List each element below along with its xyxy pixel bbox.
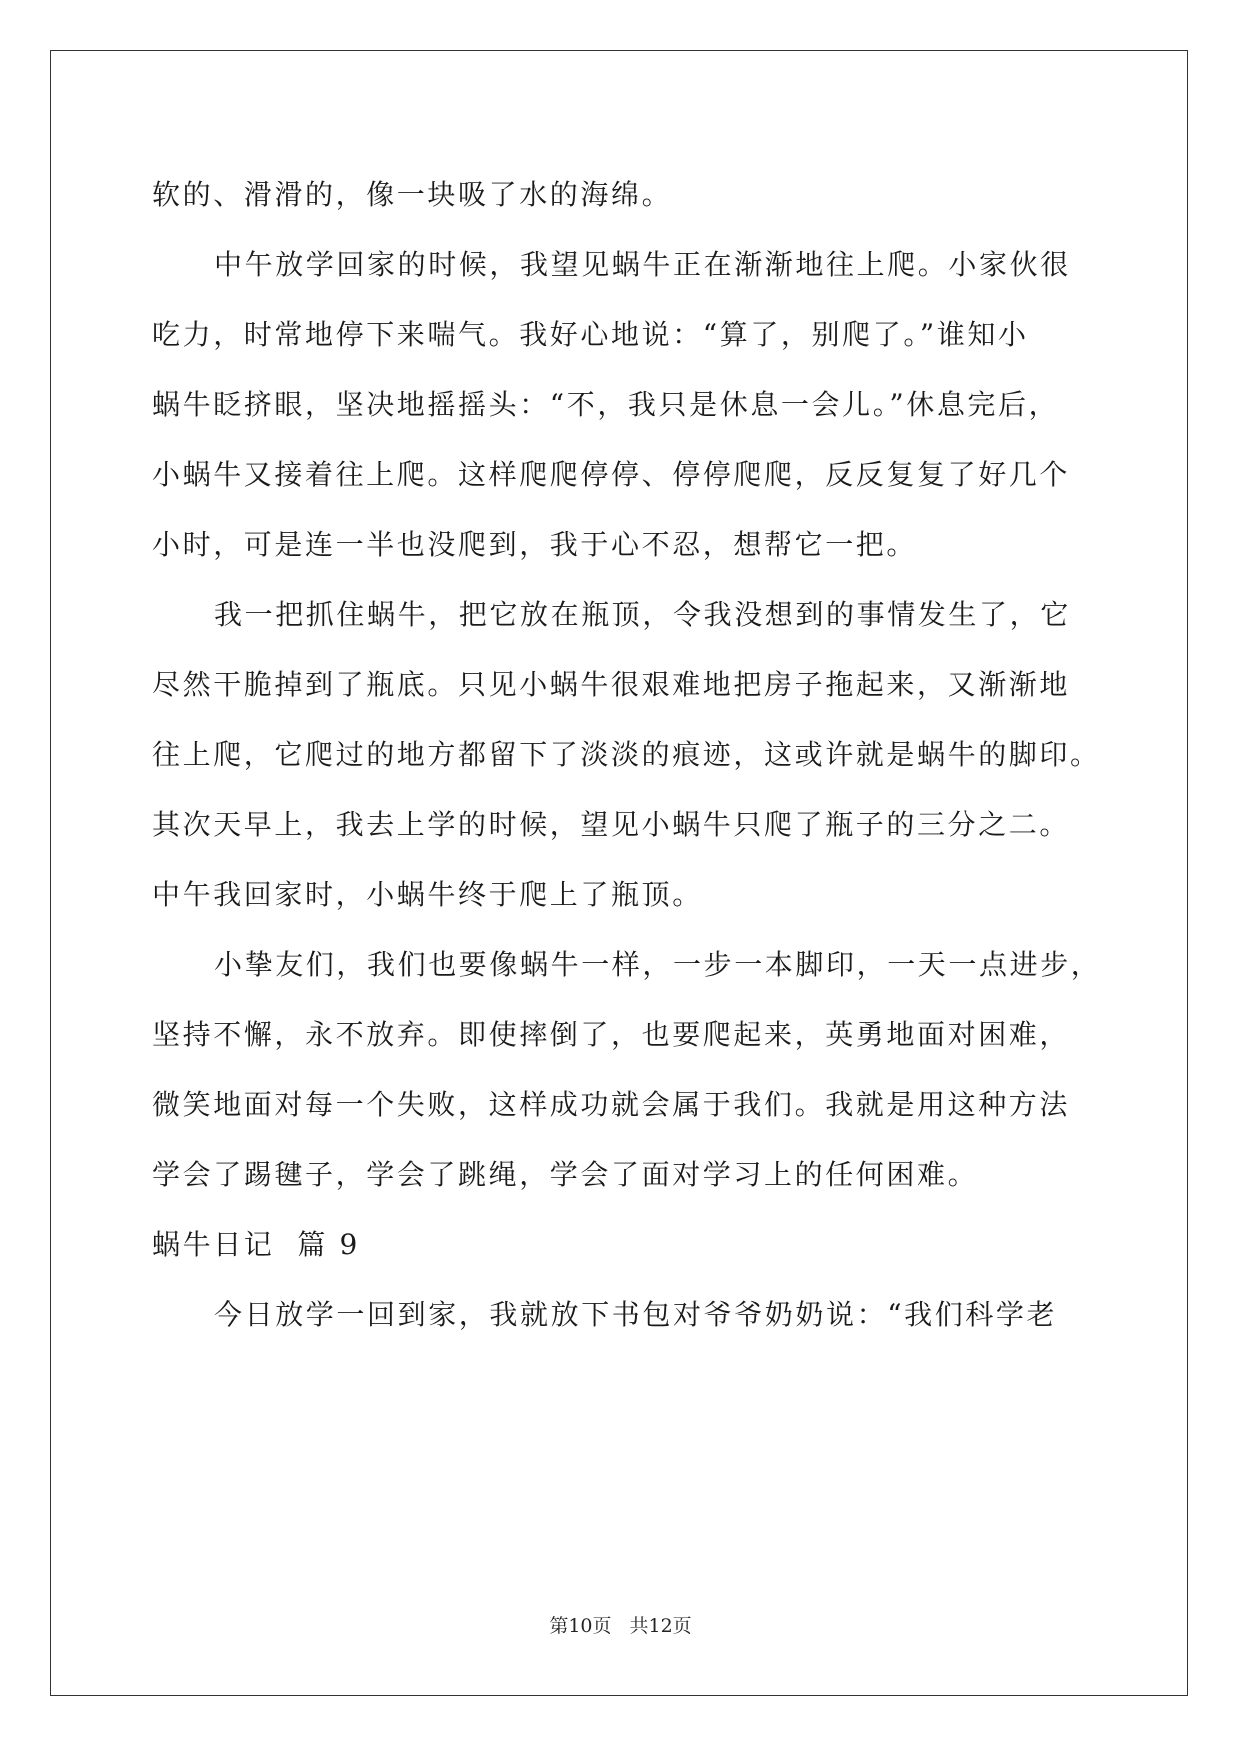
total-pages: 共12页 (629, 1615, 692, 1637)
text-line: 中午我回家时，小蜗牛终于爬上了瓶顶。 (152, 878, 703, 911)
text-line: 其次天早上，我去上学的时候，望见小蜗牛只爬了瓶子的三分之二。 (152, 808, 1071, 841)
section-heading: 蜗牛日记 篇 9 (152, 1228, 360, 1261)
paragraph-start-line: 中午放学回家的时候，我望见蜗牛正在渐渐地往上爬。小家伙很 (214, 248, 1071, 281)
paragraph-start-line: 我一把抓住蜗牛，把它放在瓶顶，令我没想到的事情发生了，它 (214, 598, 1071, 631)
text-line: 坚持不懈，永不放弃。即使摔倒了，也要爬起来，英勇地面对困难， (152, 1018, 1071, 1051)
text-line: 软的、滑滑的，像一块吸了水的海绵。 (152, 178, 673, 211)
text-line: 微笑地面对每一个失败，这样成功就会属于我们。我就是用这种方法 (152, 1088, 1071, 1121)
text-line: 尽然干脆掉到了瓶底。只见小蜗牛很艰难地把房子拖起来，又渐渐地 (152, 668, 1071, 701)
page-footer (0, 1614, 1241, 1638)
text-line: 小时，可是连一半也没爬到，我于心不忍，想帮它一把。 (152, 528, 918, 561)
paragraph-start-line: 小挚友们，我们也要像蜗牛一样，一步一本脚印，一天一点进步， (214, 948, 1102, 981)
document-body (152, 160, 1102, 1350)
paragraph-start-line: 今日放学一回到家，我就放下书包对爷爷奶奶说：“我们科学老 (214, 1298, 1058, 1331)
text-line: 学会了踢毽子，学会了跳绳，学会了面对学习上的任何困难。 (152, 1158, 979, 1191)
text-line: 吃力，时常地停下来喘气。我好心地说：“算了，别爬了。”谁知小 (152, 318, 1029, 351)
text-line: 蜗牛眨挤眼，坚决地摇摇头：“不，我只是休息一会儿。”休息完后， (152, 388, 1060, 421)
current-page-number: 第10页 (549, 1615, 612, 1637)
text-line: 小蜗牛又接着往上爬。这样爬爬停停、停停爬爬，反反复复了好几个 (152, 458, 1071, 491)
text-line: 往上爬，它爬过的地方都留下了淡淡的痕迹，这或许就是蜗牛的脚印。 (152, 738, 1101, 771)
